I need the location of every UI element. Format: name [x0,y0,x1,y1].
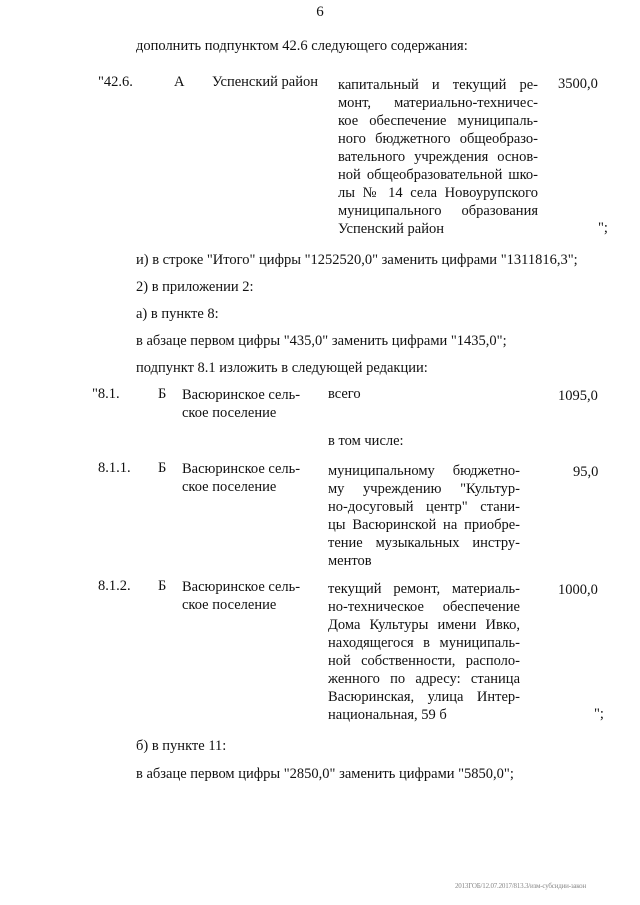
row-8-1-2-number: 8.1.2. [98,578,131,594]
row-8-1-1-amount: 95,0 [573,464,599,480]
footer-file-stamp: 2013ГОБ/12.07.2017/813.3/изм-субсидии-закон [455,882,586,890]
including-label: в том числе: [328,433,404,449]
row-8-1-1-settlement: Васюринское сель- ское поселение [182,461,301,495]
paragraph-abzac-1: в абзаце первом цифры "435,0" заменить цифрами "1435,0"; [136,333,507,349]
row-8-1-1-description: муниципальному бюджетно- му учреждению "Культур- но-досуговый центр" стани- цы Васюринской на приобре- тение музыкальных инстру- ментов [328,463,520,569]
row-8-1-amount: 1095,0 [558,388,598,404]
paragraph-i: и) в строке "Итого" цифры "1252520,0" заменить цифрами "1311816,3"; [136,252,578,268]
paragraph-subpoint-8-1: подпункт 8.1 изложить в следующей редакции: [136,360,428,376]
row-42-6-closing-quote: "; [598,220,608,236]
intro-line: дополнить подпунктом 42.6 следующего содержания: [136,38,468,54]
row-8-1-1-category: Б [158,460,167,476]
paragraph-abzac-2: в абзаце первом цифры "2850,0" заменить цифрами "5850,0"; [136,766,514,782]
row-8-1-2-amount: 1000,0 [558,582,598,598]
row-42-6-number: "42.6. [98,74,133,90]
row-8-1-2-closing-quote: "; [594,706,604,722]
row-8-1-2-description: текущий ремонт, материаль- но-техническое обеспечение Дома Культуры имени Ивко, находящегося в муниципаль- ной собственности, располо- женного по адресу: станица Васюринская, улица Интер- национальная, 59 б [328,581,520,723]
row-8-1-number: "8.1. [92,386,120,402]
row-42-6-amount: 3500,0 [558,76,598,92]
row-8-1-2-category: Б [158,578,167,594]
row-42-6-description: капитальный и текущий ре- монт, материально-техничес- кое обеспечение муниципаль- ного бюджетного общеобразо- вательного учреждения основ- ной общеобразовательной шко- лы № 14 села Новоурупского муниципального образования Успенский район [338,77,538,237]
row-42-6-category: А [174,74,185,90]
page-number: 6 [316,4,324,20]
row-42-6-district: Успенский район [212,74,318,90]
row-8-1-category: Б [158,386,167,402]
paragraph-a: а) в пункте 8: [136,306,219,322]
row-8-1-2-settlement: Васюринское сель- ское поселение [182,579,301,613]
paragraph-2: 2) в приложении 2: [136,279,254,295]
row-8-1-1-number: 8.1.1. [98,460,131,476]
row-8-1-description: всего [328,386,361,402]
paragraph-b: б) в пункте 11: [136,738,227,754]
row-8-1-settlement: Васюринское сель- ское поселение [182,387,301,421]
